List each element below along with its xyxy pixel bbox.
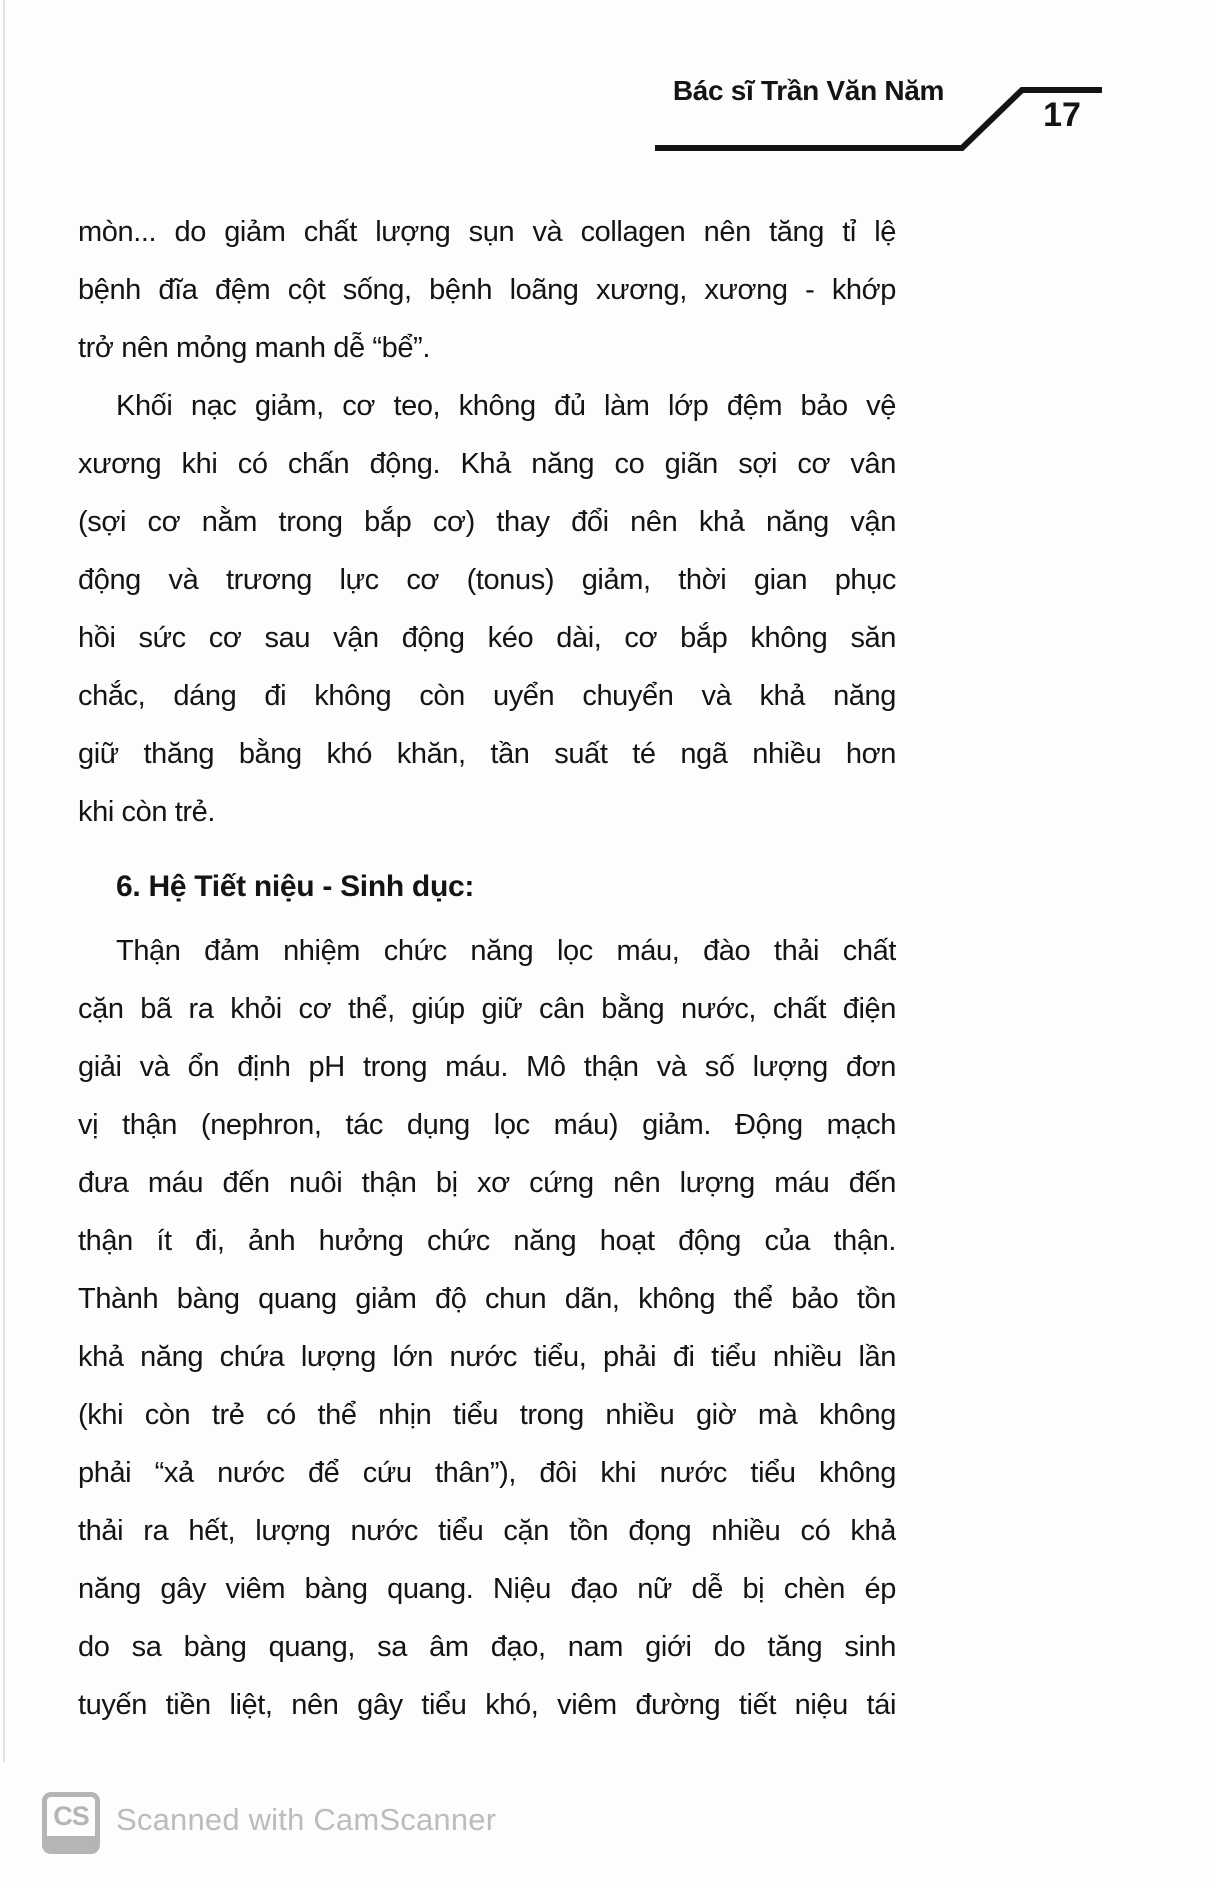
text-line: Khối nạc giảm, cơ teo, không đủ làm lớp đệm bảo vệ [116,390,896,422]
page-number: 17 [1043,96,1081,134]
camscanner-logo-text: CS [53,1801,89,1831]
text-line: động và trương lực cơ (tonus) giảm, thời gian phục [78,564,896,596]
body-text [78,203,896,1734]
page-edge-shadow [3,0,5,1762]
text-line: (sợi cơ nằm trong bắp cơ) thay đổi nên khả năng vận [78,506,896,538]
text-line: chắc, dáng đi không còn uyển chuyển và khả năng [78,680,896,712]
text-line: năng gây viêm bàng quang. Niệu đạo nữ dễ bị chèn ép [78,1573,896,1605]
text-line: Thành bàng quang giảm độ chun dãn, không thể bảo tồn [78,1283,896,1315]
text-line: tuyến tiền liệt, nên gây tiểu khó, viêm đường tiết niệu tái [78,1689,896,1721]
text-line: khi còn trẻ. [78,796,216,828]
text-line: mòn... do giảm chất lượng sụn và collagen nên tăng tỉ lệ [78,216,896,248]
text-line: Thận đảm nhiệm chức năng lọc máu, đào thải chất [116,935,896,967]
camscanner-logo-bar [46,1836,96,1850]
text-line: khả năng chứa lượng lớn nước tiểu, phải đi tiểu nhiều lần [78,1341,896,1373]
text-line: trở nên mỏng manh dễ “bể”. [78,332,430,364]
text-line: phải “xả nước để cứu thân”), đôi khi nước tiểu không [78,1457,896,1489]
text-line: đưa máu đến nuôi thận bị xơ cứng nên lượng máu đến [78,1167,896,1199]
text-line: (khi còn trẻ có thể nhịn tiểu trong nhiều giờ mà không [78,1399,896,1431]
camscanner-logo-icon [42,1792,100,1854]
running-header-author: Bác sĩ Trần Văn Năm [672,75,945,106]
camscanner-watermark: Scanned with CamScanner [116,1802,497,1837]
section-heading: 6. Hệ Tiết niệu - Sinh dục: [116,870,475,903]
text-line: cặn bã ra khỏi cơ thể, giúp giữ cân bằng nước, chất điện [78,993,896,1025]
text-line: do sa bàng quang, sa âm đạo, nam giới do tăng sinh [78,1631,896,1663]
text-line: vị thận (nephron, tác dụng lọc máu) giảm. Động mạch [78,1109,896,1141]
text-line: giữ thăng bằng khó khăn, tần suất té ngã nhiều hơn [78,738,896,770]
text-line: thải ra hết, lượng nước tiểu cặn tồn đọng nhiều có khả [78,1515,896,1547]
text-line: bệnh đĩa đệm cột sống, bệnh loãng xương, xương - khớp [78,274,896,306]
text-line: hồi sức cơ sau vận động kéo dài, cơ bắp không săn [78,622,896,654]
text-line: thận ít đi, ảnh hưởng chức năng hoạt động của thận. [78,1225,896,1257]
text-line: xương khi có chấn động. Khả năng co giãn sợi cơ vân [78,448,896,480]
text-line: giải và ổn định pH trong máu. Mô thận và số lượng đơn [78,1051,896,1083]
